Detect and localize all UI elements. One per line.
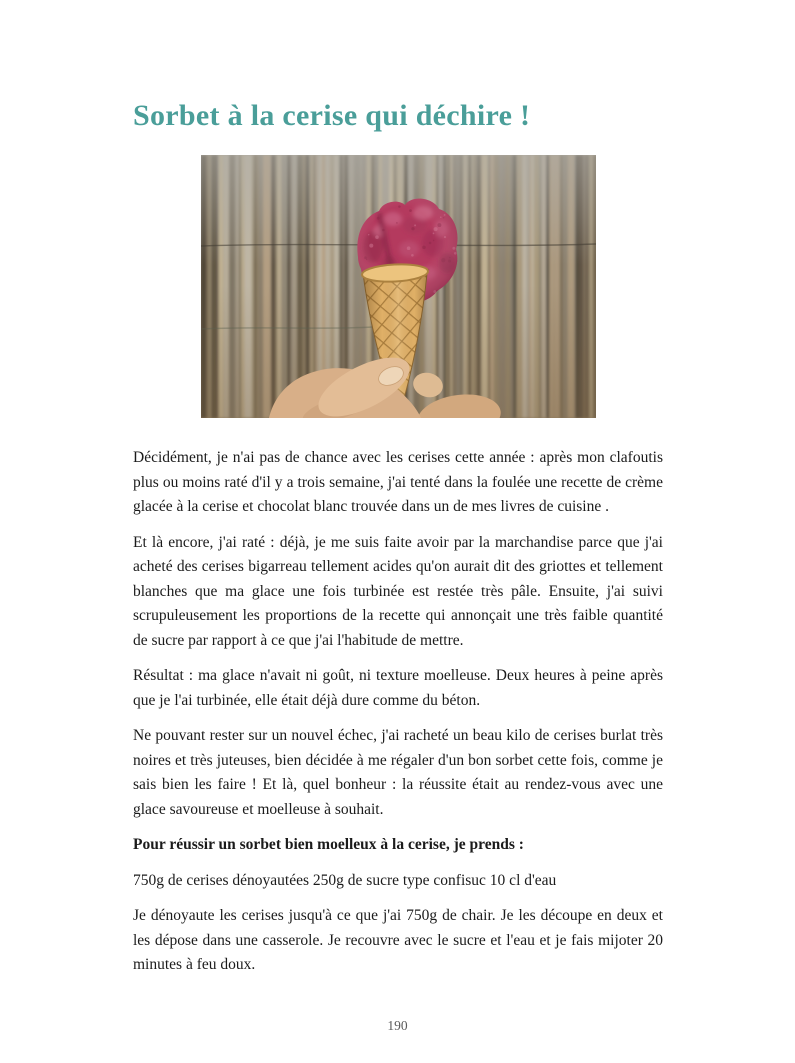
ingredients-line: 750g de cerises dénoyautées 250g de sucre type confisuc 10 cl d'eau: [133, 871, 557, 889]
paragraph-2: Et là encore, j'ai raté : déjà, je me suis faite avoir par la marchandise parce que j'ai acheté des cerises bigarreau tellement acides qu'on aurait dit des griottes et tellement blanches que ma glace une fois turbinée est restée très pâle. Ensuite, j'ai suivi scrupuleusement les proportions de la recette qui annonçait une très faible quantité de sucre par rapport à ce que j'ai l'habitude de mettre.: [133, 533, 663, 649]
sorbet-cone-photo-canvas: [201, 155, 596, 418]
sorbet-cone-photo: [201, 155, 596, 418]
recipe-heading: Pour réussir un sorbet bien moelleux à la cerise, je prends :: [133, 836, 524, 853]
paragraph-step: Je dénoyaute les cerises jusqu'à ce que j'ai 750g de chair. Je les découpe en deux et les dépose dans une casserole. Je recouvre avec le sucre et l'eau et je fais mijoter 20 minutes à feu doux.: [133, 907, 663, 973]
paragraph-3: Résultat : ma glace n'avait ni goût, ni texture moelleuse. Deux heures à peine après que je l'ai turbinée, elle était déjà dure comme du béton.: [133, 667, 663, 709]
page-title: Sorbet à la cerise qui déchire !: [133, 99, 531, 132]
paragraph-4: Ne pouvant rester sur un nouvel échec, j'ai racheté un beau kilo de cerises burlat très noires et très juteuses, bien décidée à me régaler d'un bon sorbet cette fois, comme je sais bien les faire ! Et là, quel bonheur : la réussite était au rendez-vous avec une glace savoureuse et moelleuse à souhait.: [133, 727, 663, 818]
paragraph-1: Décidément, je n'ai pas de chance avec les cerises cette année : après mon clafoutis plus ou moins raté d'il y a trois semaine, j'ai tenté dans la foulée une recette de crème glacée à la cerise et chocolat blanc trouvée dans un de mes livres de cuisine .: [133, 449, 663, 515]
page-number: 190: [387, 1018, 408, 1033]
article-body: [133, 446, 663, 978]
